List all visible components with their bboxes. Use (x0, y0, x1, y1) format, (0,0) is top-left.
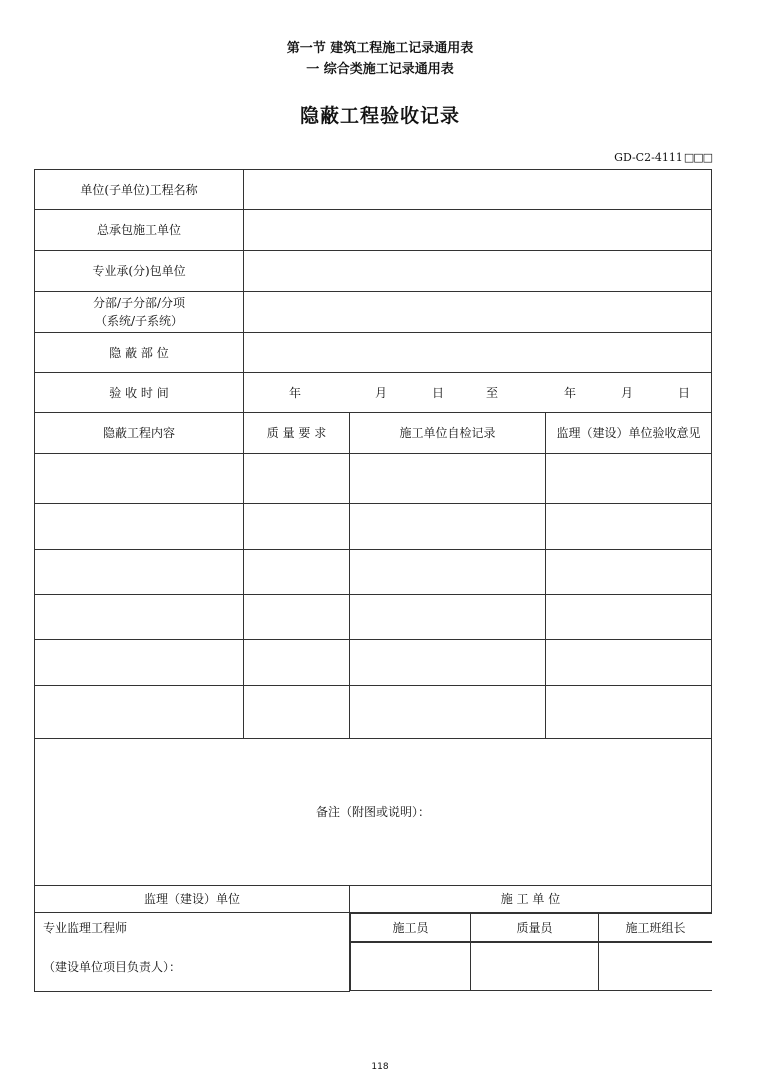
table-row (35, 454, 712, 504)
info-row-contractor (35, 210, 712, 251)
col-header-self-check: 施工单位自检记录 (350, 413, 546, 454)
remarks-field[interactable] (35, 739, 712, 886)
supervising-engineer-signature[interactable] (35, 913, 350, 992)
supervision-unit-label: 监理（建设）单位 (35, 886, 350, 913)
general-contractor-field[interactable] (244, 210, 712, 251)
date-month-end: 月 (621, 385, 634, 400)
project-name-field[interactable] (244, 170, 712, 210)
info-row-subcontractor (35, 251, 712, 292)
construction-unit-label: 施 工 单 位 (350, 886, 712, 913)
date-year-start: 年 (288, 385, 301, 400)
table-cell[interactable] (35, 504, 244, 550)
division-label-line2: （系统/子系统） (94, 314, 184, 328)
table-row (35, 640, 712, 686)
table-cell[interactable] (546, 686, 712, 739)
project-leader-label: （建设单位项目负责人）： (43, 960, 182, 974)
table-cell[interactable] (546, 595, 712, 640)
acceptance-time-label: 验 收 时 间 (35, 373, 244, 413)
table-cell[interactable] (350, 595, 546, 640)
table-cell[interactable] (244, 504, 350, 550)
acceptance-time-field[interactable] (244, 373, 712, 413)
table-cell[interactable] (35, 686, 244, 739)
role-team-leader-label: 施工班组长 (599, 914, 712, 942)
table-cell[interactable] (35, 595, 244, 640)
table-cell[interactable] (350, 640, 546, 686)
role-builder-label: 施工员 (351, 914, 471, 942)
subsection-heading: 一 综合类施工记录通用表 (306, 62, 454, 77)
page-number: 118 (371, 1062, 389, 1072)
project-name-label: 单位(子单位)工程名称 (35, 170, 244, 210)
remarks-row (35, 739, 712, 886)
signoff-header-row (35, 886, 712, 913)
info-row-location (35, 333, 712, 373)
table-cell[interactable] (35, 454, 244, 504)
col-header-quality: 质 量 要 求 (244, 413, 350, 454)
signoff-roles-row (35, 913, 712, 943)
concealed-location-field[interactable] (244, 333, 712, 373)
roles-container (350, 913, 712, 943)
table-cell[interactable] (546, 504, 712, 550)
date-year-end: 年 (564, 385, 577, 400)
table-cell[interactable] (546, 550, 712, 595)
table-cell[interactable] (244, 454, 350, 504)
table-row (35, 550, 712, 595)
table-cell[interactable] (35, 640, 244, 686)
form-code-text: GD-C2-4111 (614, 151, 683, 164)
date-to: 至 (485, 385, 498, 400)
table-cell[interactable] (350, 686, 546, 739)
table-cell[interactable] (546, 640, 712, 686)
form-title: 隐蔽工程验收记录 (299, 105, 460, 127)
column-header-row (35, 413, 712, 454)
subcontractor-field[interactable] (244, 251, 712, 292)
table-cell[interactable] (350, 454, 546, 504)
table-cell[interactable] (35, 550, 244, 595)
builder-signature-field[interactable] (351, 943, 471, 991)
table-row (35, 686, 712, 739)
col-header-supervision: 监理（建设）单位验收意见 (546, 413, 712, 454)
concealed-location-label: 隐 蔽 部 位 (35, 333, 244, 373)
role-quality-inspector-label: 质量员 (471, 914, 599, 942)
date-day-end: 日 (678, 385, 691, 400)
subcontractor-label: 专业承(分)包单位 (35, 251, 244, 292)
info-row-division (35, 292, 712, 333)
form-code (614, 151, 712, 164)
table-cell[interactable] (350, 550, 546, 595)
col-header-content: 隐蔽工程内容 (35, 413, 244, 454)
remarks-label: 备注（附图或说明）： (316, 805, 431, 819)
table-cell[interactable] (244, 550, 350, 595)
division-field[interactable] (244, 292, 712, 333)
table-cell[interactable] (244, 595, 350, 640)
date-day-start: 日 (431, 385, 444, 400)
table-cell[interactable] (244, 686, 350, 739)
quality-inspector-signature-field[interactable] (471, 943, 599, 991)
role-signature-container (350, 942, 712, 991)
info-row-date (35, 373, 712, 413)
form-code-boxes: □□□ (683, 151, 712, 164)
division-label-line1: 分部/子分部/分项 (92, 296, 186, 310)
info-row-project (35, 170, 712, 210)
division-label (35, 292, 244, 333)
table-cell[interactable] (244, 640, 350, 686)
team-leader-signature-field[interactable] (599, 943, 712, 991)
table-row (35, 595, 712, 640)
inspection-form-table (34, 169, 712, 992)
table-row (35, 504, 712, 550)
table-cell[interactable] (546, 454, 712, 504)
general-contractor-label: 总承包施工单位 (35, 210, 244, 251)
table-cell[interactable] (350, 504, 546, 550)
date-month-start: 月 (374, 385, 387, 400)
supervising-engineer-label: 专业监理工程师 (43, 921, 128, 935)
section-heading: 第一节 建筑工程施工记录通用表 (286, 41, 474, 56)
